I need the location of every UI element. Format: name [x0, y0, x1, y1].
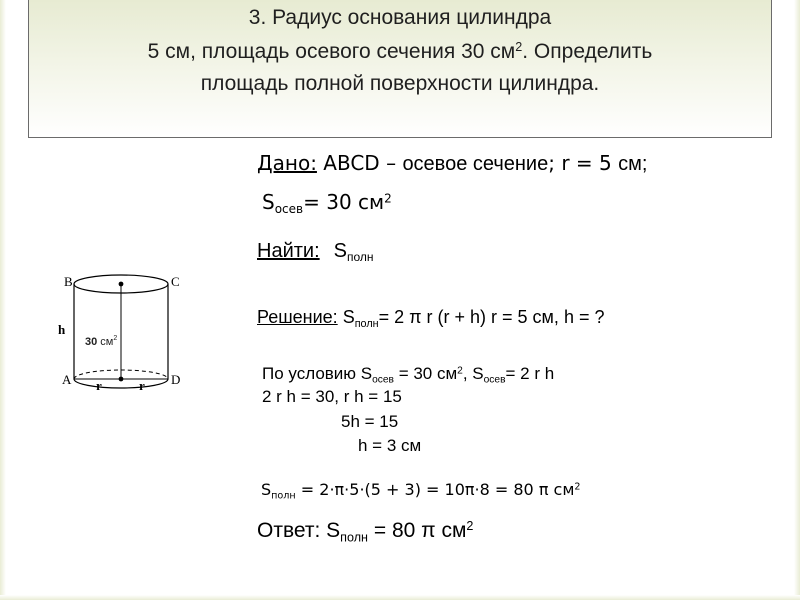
step-line-3: 5h = 15 — [341, 412, 399, 431]
title-line-3: площадь полной поверхности цилиндра. — [200, 72, 600, 95]
vertex-a-label: A — [62, 372, 72, 387]
given-line: Дано: ABCD – осевое сечение; r = 5 см; — [257, 151, 648, 175]
solution-label: Решение: — [257, 307, 338, 327]
answer-line: Ответ: $S_{полн} = 80$ π $см^2$ — [257, 519, 474, 545]
calculation-line: $S_{полн} = 2\cdot\pi\cdot 5\cdot(5 + 3) = 10\pi\cdot 8 = 80$ π $см^2$ — [261, 480, 581, 502]
cylinder-figure — [55, 265, 195, 405]
slide-frame-right — [794, 0, 800, 600]
find-line: Найти: $S_{полн}$ — [257, 240, 374, 265]
radius-left-label: r — [96, 378, 102, 393]
problem-title-box — [28, 0, 772, 138]
vertex-c-label: C — [171, 274, 180, 289]
top-center-point — [119, 282, 124, 287]
height-label: h — [58, 322, 66, 337]
bottom-center-point — [119, 377, 124, 382]
find-label: Найти: — [257, 240, 320, 262]
radius-right-label: r — [139, 378, 145, 393]
answer-label: Ответ: — [257, 519, 321, 542]
title-line-2: 5 см, площадь осевого сечения 30 $см^2$. Определить — [147, 40, 653, 63]
solution-line: Решение: $S_{полн}= 2$ π r (r + h) r = 5 см, h = ? — [257, 307, 605, 330]
title-line-1: 3. Радиус основания цилиндра — [248, 6, 552, 29]
step-line-4: h = 3 см — [358, 436, 422, 455]
vertex-b-label: B — [64, 274, 73, 289]
vertex-d-label: D — [171, 372, 181, 387]
area-label: 30 $см^2$ — [85, 335, 118, 348]
step-line-2: 2 r h = 30, r h = 15 — [262, 387, 402, 406]
step-line-1: По условию $S_{осев} = 30$ $см^2$, $S_{осев}= 2$ r h — [262, 364, 555, 386]
slide-frame-bottom — [0, 595, 800, 600]
slide-frame-left — [0, 0, 6, 600]
given-label: Дано: — [257, 151, 317, 175]
given-area: $S_{осев}= 30$ $см^2$ — [262, 190, 392, 217]
